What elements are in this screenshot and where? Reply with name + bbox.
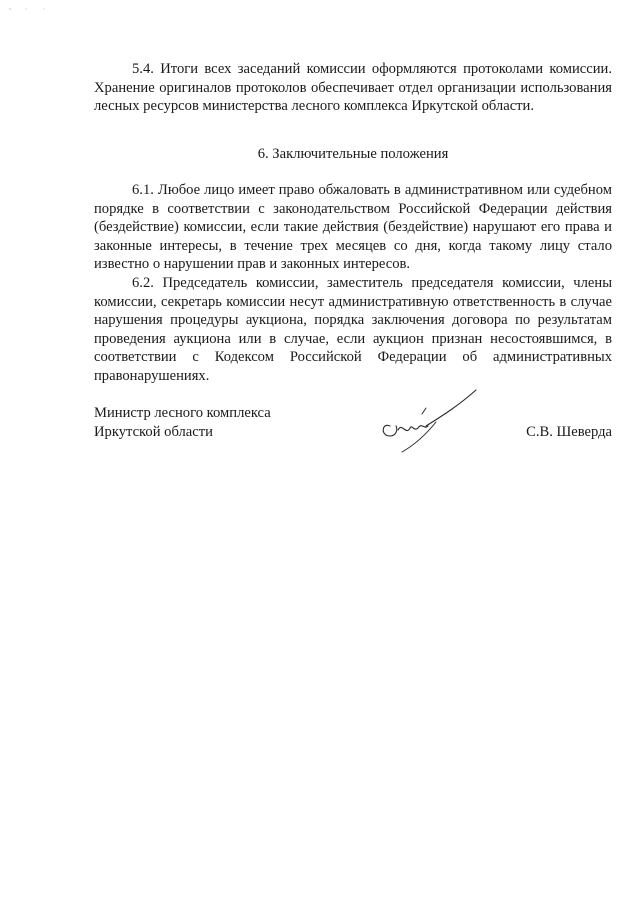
section-6-heading: 6. Заключительные положения (257, 146, 449, 162)
section-5-block (94, 60, 612, 116)
paragraph-6-2: 6.2. Председатель комиссии, заместитель председателя комиссии, члены комиссии, секретарь комиссии несут административную ответственность в случае нарушения процедуры аукциона, порядка заключения договора по результатам проведения аукциона или в случае, если аукцион признан несостоявшимся, в соответствии с Кодексом Российской Федерации об административных правонарушениях. (94, 274, 612, 384)
paragraph-5-4: 5.4. Итоги всех заседаний комиссии оформляются протоколами комиссии. Хранение оригиналов протоколов обеспечивает отдел организации использования лесных ресурсов министерства лесного комплекса Иркутской области. (94, 61, 612, 115)
paragraph-6-1: 6.1. Любое лицо имеет право обжаловать в административном или судебном порядке в соответствии с законодательством Российской Федерации действия (бездействие) комиссии, если такие действия (бездействие) нарушают его права и законные интересы, в течение трех месяцев со дня, когда такому лицу стало известно о нарушении прав и законных интересов. (94, 182, 612, 273)
scan-artifact (6, 6, 66, 12)
handwritten-signature-icon (376, 386, 486, 456)
section-6-block (94, 181, 612, 386)
signatory-title-line-1: Министр лесного комплекса (94, 405, 271, 421)
signatory-title-line-2: Иркутской области (94, 423, 213, 440)
signature-block (94, 404, 612, 464)
signatory-title (94, 404, 271, 441)
signatory-name: С.В. Шеверда (526, 424, 612, 440)
